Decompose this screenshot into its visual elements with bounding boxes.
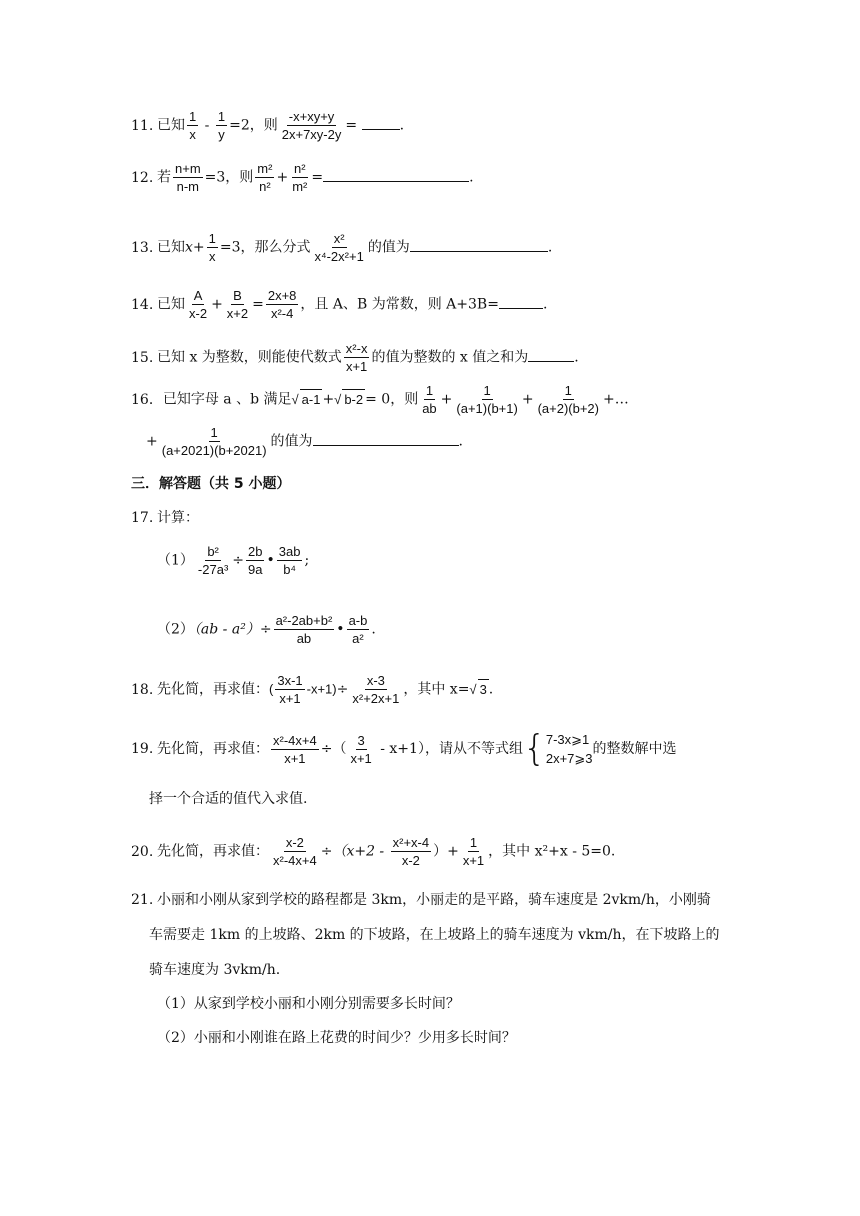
answer-blank[interactable] xyxy=(313,431,459,446)
text: =3，那么分式 xyxy=(219,239,311,256)
fraction xyxy=(313,230,366,265)
fraction xyxy=(225,287,250,322)
fraction xyxy=(207,230,218,265)
text: . xyxy=(574,349,579,366)
numerator: n² xyxy=(294,161,306,176)
question-13 xyxy=(131,230,552,265)
numerator: 3x-1 xyxy=(277,673,303,688)
question-17-part2 xyxy=(157,612,376,647)
section-heading: 三．解答题（共 5 小题） xyxy=(131,476,291,492)
text: ，且 A、B 为常数，则 A+3B= xyxy=(300,296,499,313)
text: 的整数解中选 xyxy=(592,741,677,757)
numerator: n+m xyxy=(175,161,201,176)
operator: • xyxy=(336,621,345,638)
fraction xyxy=(277,543,303,578)
denominator: ab xyxy=(296,631,312,646)
text: 先化简，再求值： xyxy=(157,681,269,698)
text: ，其中 x²+x - 5=0. xyxy=(488,843,616,860)
denominator: m² xyxy=(292,179,308,194)
operator: + xyxy=(322,391,335,408)
text: ，其中 x= xyxy=(403,681,470,698)
text: . xyxy=(488,681,494,698)
numerator: 1 xyxy=(425,383,434,398)
denominator: x+2 xyxy=(226,306,249,321)
fraction xyxy=(290,160,309,195)
denominator: (a+2)(b+2) xyxy=(537,401,599,416)
fraction xyxy=(454,382,519,417)
answer-blank[interactable] xyxy=(362,115,400,130)
operator: ÷ xyxy=(320,843,333,860)
text: 的值为 xyxy=(367,239,410,256)
denominator: x+1 xyxy=(345,359,368,374)
question-16-line2: + $\frac{1}{(a+2021)(b+2021)}$ 的值为 . xyxy=(146,425,463,458)
denominator: (a+2021)(b+2021) xyxy=(161,443,267,458)
text: （x+2 - xyxy=(332,843,389,860)
operator: + xyxy=(192,239,205,256)
question-20 xyxy=(131,834,615,869)
operator: • xyxy=(266,552,275,569)
question-16: 16．已知字母 a 、b 满足√ a-1 +√ b-2 = 0，则 $\frac{1}{ab}$ + $\frac{1}{(a+1)(b+1)}$ + $\frac{1}{(a+2)(b+2)}$ +… xyxy=(131,383,629,416)
denominator: 9a xyxy=(248,562,263,577)
numerator: x-3 xyxy=(366,673,385,688)
question-19-line2: 择一个合适的值代入求值. xyxy=(149,791,308,807)
question-14 xyxy=(131,287,547,322)
question-number: 21. xyxy=(131,892,154,908)
question-number: 12. xyxy=(131,169,154,186)
answer-blank[interactable] xyxy=(528,347,574,362)
denominator: x-2 xyxy=(189,306,208,321)
fraction xyxy=(344,340,370,375)
question-12 xyxy=(131,160,474,195)
denominator: x+1 xyxy=(279,691,301,706)
fraction xyxy=(274,612,335,647)
denominator: x⁴-2x²+1 xyxy=(314,249,364,264)
numerator: 2x+8 xyxy=(267,288,297,303)
fraction xyxy=(461,834,486,869)
denominator: 2x+7xy-2y xyxy=(281,127,342,142)
denominator: -27a³ xyxy=(197,562,229,577)
part-label: （1） xyxy=(157,552,194,569)
text: 的值为 xyxy=(270,433,313,450)
numerator: 1 xyxy=(210,425,218,440)
question-11 xyxy=(131,108,404,143)
text: -x+1) xyxy=(306,681,337,697)
fraction xyxy=(420,382,438,417)
text: - x+1），请从不等式组 xyxy=(375,741,523,757)
numerator: x²-x xyxy=(345,341,368,356)
fraction xyxy=(187,287,209,322)
inequality: 7-3x⩾1 xyxy=(545,732,590,747)
denominator: b⁴ xyxy=(283,562,297,577)
denominator: x²+2x+1 xyxy=(352,691,400,706)
left-brace: { xyxy=(522,728,546,769)
question-number: 20. xyxy=(131,843,154,860)
question-number: 14. xyxy=(131,296,154,313)
fraction xyxy=(275,672,304,707)
denominator: x+1 xyxy=(284,750,306,766)
text: 已知 xyxy=(157,117,185,134)
text: 小丽和小刚从家到学校的路程都是 3km，小丽走的是平路，骑车速度是 2vkm/h，小刚骑 xyxy=(157,892,711,908)
denominator: n² xyxy=(259,179,271,194)
fraction xyxy=(271,732,319,767)
text: 先化简，再求值： xyxy=(157,843,269,860)
fraction xyxy=(536,382,601,417)
question-number: 19. xyxy=(131,741,154,757)
question-17-part1 xyxy=(157,543,309,578)
operator: ÷（ xyxy=(320,741,347,757)
numerator: -x+xy+y xyxy=(288,109,335,124)
numerator: 1 xyxy=(469,835,478,850)
text: 已知 xyxy=(157,296,185,313)
answer-blank[interactable] xyxy=(499,294,543,309)
answer-blank[interactable] xyxy=(410,237,548,252)
text: 计算： xyxy=(157,510,199,526)
text: 已知 xyxy=(157,239,185,256)
text: 先化简，再求值： xyxy=(157,741,269,757)
fraction xyxy=(280,108,344,143)
radicand: b-2 xyxy=(342,389,365,410)
numerator: 1 xyxy=(208,231,216,246)
question-18 xyxy=(131,672,493,707)
text: . xyxy=(399,117,405,134)
numerator: 1 xyxy=(564,383,572,398)
fraction xyxy=(187,108,198,143)
numerator: 3ab xyxy=(278,544,301,559)
radicand: 3 xyxy=(478,679,489,700)
operator: + xyxy=(276,169,289,186)
fraction xyxy=(216,108,227,143)
question-21-line3: 骑车速度为 3vkm/h. xyxy=(149,962,281,978)
operator: - xyxy=(200,117,214,134)
fraction xyxy=(196,543,230,578)
denominator: x²-4 xyxy=(270,306,294,321)
text: . xyxy=(469,169,474,186)
fraction xyxy=(348,732,373,767)
question-21-part2: （2）小丽和小刚谁在路上花费的时间少？少用多长时间？ xyxy=(157,1030,516,1046)
text: （ab - a²）÷ xyxy=(193,621,272,638)
text: =2，则 xyxy=(229,117,278,134)
question-17 xyxy=(131,508,199,528)
numerator: 1 xyxy=(483,383,491,398)
question-21-part1: （1）从家到学校小丽和小刚分别需要多长时间？ xyxy=(157,996,460,1012)
sqrt-expr: √ b-2 xyxy=(334,392,365,407)
text: . xyxy=(458,433,463,450)
question-number: 16． xyxy=(131,391,163,408)
denominator: x²-4x+4 xyxy=(273,853,317,868)
numerator: b² xyxy=(207,544,219,559)
question-number: 11. xyxy=(131,117,154,134)
numerator: 1 xyxy=(189,109,197,124)
denominator: x-2 xyxy=(401,853,420,868)
sqrt-expr: √ 3 xyxy=(469,682,488,697)
numerator: B xyxy=(233,288,242,303)
denominator: ab xyxy=(422,401,437,416)
fraction xyxy=(246,543,264,578)
operator: ÷ xyxy=(336,681,349,698)
fraction xyxy=(350,672,401,707)
numerator: a²-2ab+b² xyxy=(275,613,333,628)
question-number: 15. xyxy=(131,349,154,366)
question-21 xyxy=(131,890,711,910)
sqrt-expr: √ a-1 xyxy=(292,392,323,407)
text: . xyxy=(547,239,553,256)
denominator: (a+1)(b+1) xyxy=(456,401,518,416)
question-number: 13. xyxy=(131,239,154,256)
question-number: 18. xyxy=(131,681,154,698)
text: 若 xyxy=(157,169,171,186)
numerator: m² xyxy=(257,161,273,176)
text: ; xyxy=(304,552,310,569)
numerator: x²-4x+4 xyxy=(273,732,317,748)
inequality-system xyxy=(523,730,593,768)
inequality: 2x+7⩾3 xyxy=(545,751,593,766)
fraction xyxy=(266,287,299,322)
numerator: A xyxy=(193,288,203,303)
numerator: x²+x-4 xyxy=(392,835,430,850)
operator: = xyxy=(252,296,264,313)
numerator: 2b xyxy=(248,544,263,559)
text: 已知 x 为整数，则能使代数式 xyxy=(157,349,342,366)
numerator: a-b xyxy=(348,613,368,628)
text: 的值为整数的 x 值之和为 xyxy=(371,349,529,366)
operator: ÷ xyxy=(232,552,245,569)
denominator: n-m xyxy=(176,179,200,194)
question-19 xyxy=(131,730,677,768)
fraction xyxy=(173,160,203,195)
denominator: x xyxy=(209,249,216,264)
variable: x xyxy=(185,239,193,256)
fraction xyxy=(271,834,319,869)
question-21-line2: 车需要走 1km 的上坡路、2km 的下坡路，在上坡路上的骑车速度为 vkm/h，在下坡路上的 xyxy=(149,927,720,943)
denominator: a² xyxy=(352,631,364,646)
operator: + xyxy=(211,296,223,313)
fraction xyxy=(160,424,269,459)
text: ）+ xyxy=(433,843,459,860)
text: =3，则 xyxy=(204,169,254,186)
question-number: 17. xyxy=(131,510,154,526)
paren: ( xyxy=(269,681,274,697)
fraction xyxy=(347,612,370,647)
numerator: 3 xyxy=(357,732,365,748)
radicand: a-1 xyxy=(300,389,323,410)
part-label: （2） xyxy=(157,621,194,638)
text: +… xyxy=(602,391,629,408)
denominator: x xyxy=(189,127,196,142)
fraction xyxy=(391,834,431,869)
denominator: x+1 xyxy=(462,853,485,868)
text: 已知字母 a 、b 满足 xyxy=(162,391,292,408)
fraction xyxy=(255,160,274,195)
question-15 xyxy=(131,340,579,375)
numerator: 1 xyxy=(217,109,226,124)
text: . xyxy=(542,296,548,313)
text: = 0，则 xyxy=(365,391,419,408)
answer-blank[interactable] xyxy=(323,167,469,182)
text: . xyxy=(371,621,376,638)
text: = xyxy=(345,117,362,134)
denominator: x+1 xyxy=(350,750,372,766)
numerator: x² xyxy=(333,231,345,246)
numerator: x-2 xyxy=(285,835,304,850)
text: = xyxy=(311,169,324,186)
denominator: y xyxy=(218,127,225,142)
